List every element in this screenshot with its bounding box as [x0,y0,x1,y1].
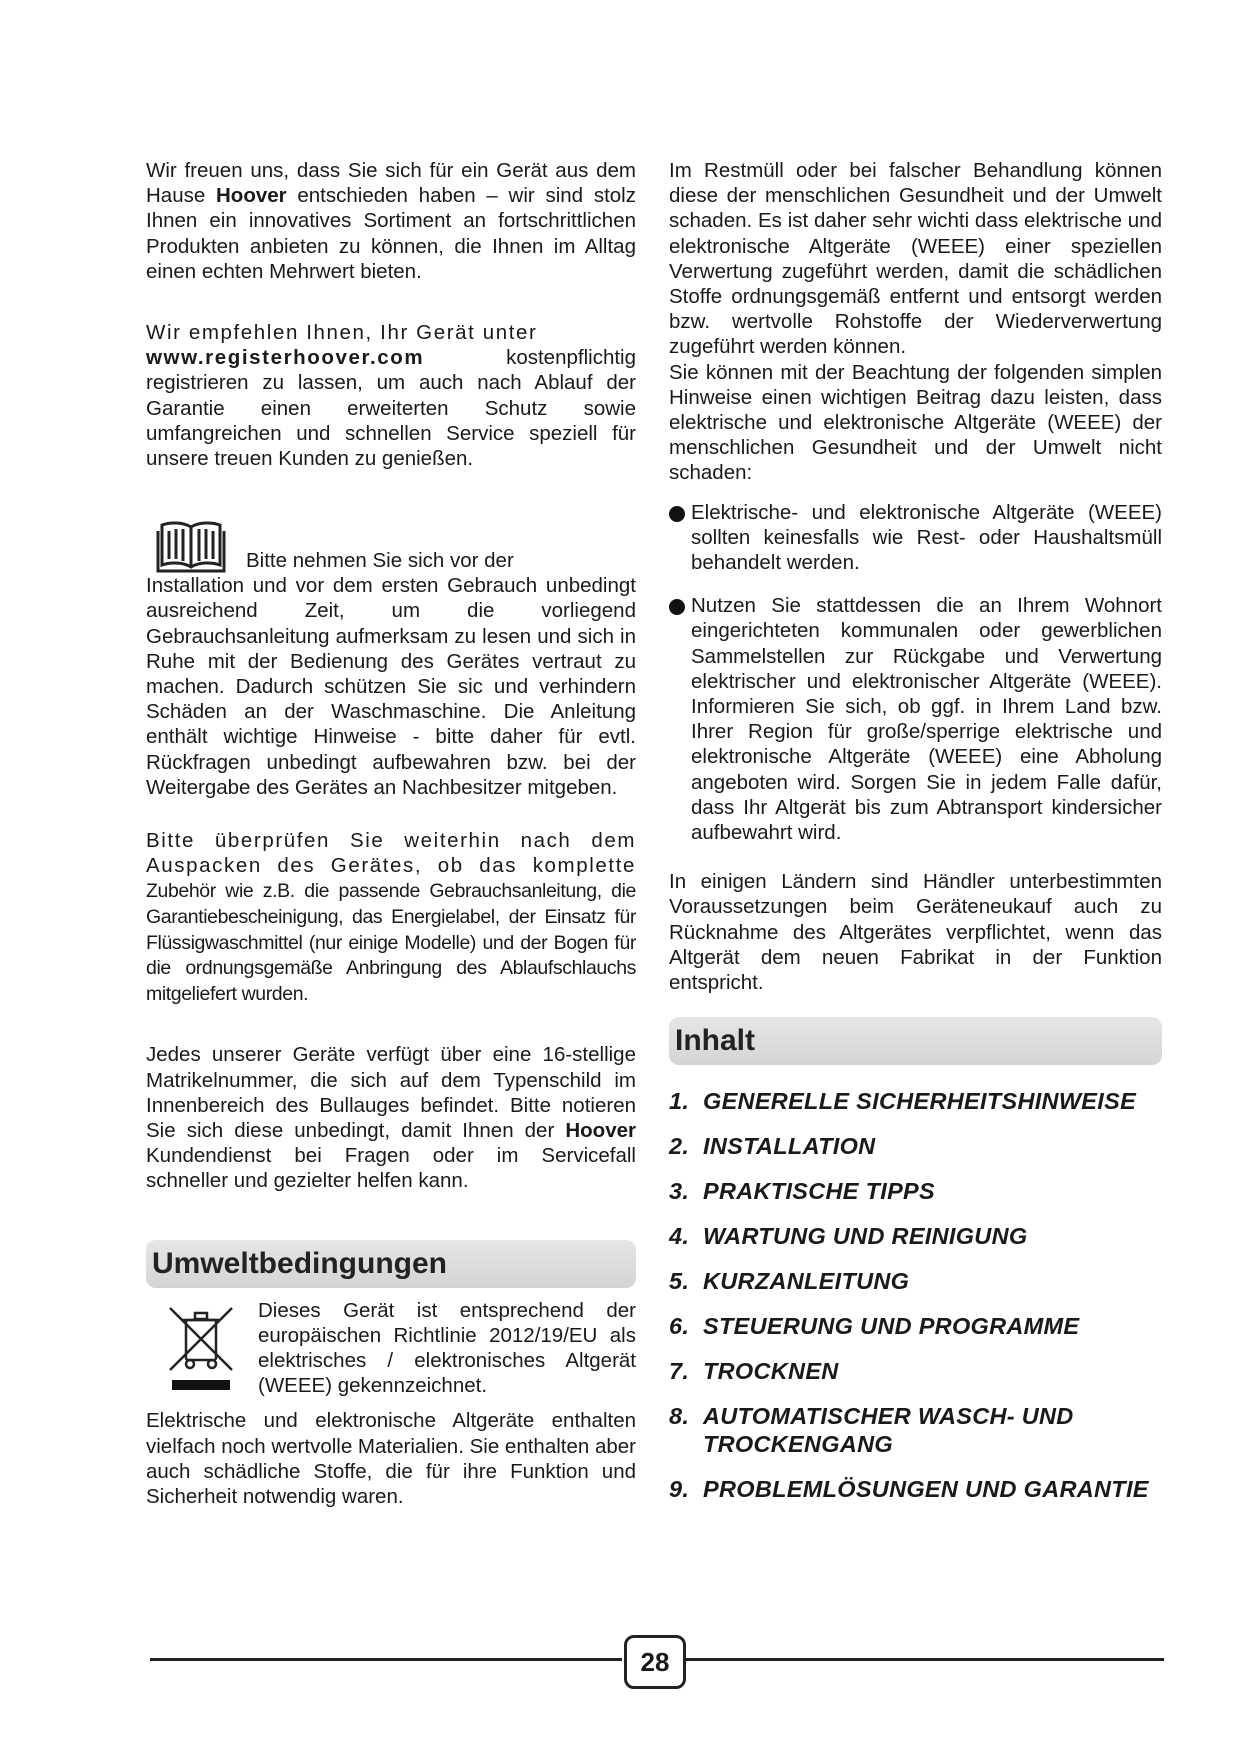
manual-notice: Bitte nehmen Sie sich vor der [146,519,636,573]
bullet-icon [669,506,685,522]
left-column [146,158,636,1509]
toc-item[interactable]: 7. TROCKNEN [669,1358,839,1385]
weee-notice [146,1298,636,1399]
toc-item[interactable]: 6. STEUERUNG UND PROGRAMME [669,1313,1080,1340]
intro-paragraph: Wir freuen uns, dass Sie sich für ein Gerät aus dem Hause Hoover entschieden haben – wir sind stolz Ihnen ein innovatives Sortiment an fortschrittlichen Produkten anbieten zu können, die Ihnen im Alltag einen echten Mehrwert bieten. [146,159,636,283]
section-title-environment: Umweltbedingungen [146,1240,636,1288]
weee-text: Dieses Gerät ist entsprechend der europäischen Richtlinie 2012/19/EU als elektrisches / elektronisches Altgerät (WEEE) gekennzeichnet. [258,1298,636,1398]
retailer-paragraph: In einigen Ländern sind Händler unterbestimmten Voraussetzungen beim Geräteneukauf auch zu Rücknahme des Altgerätes verpflichtet, wenn das Altgerät dem neuen Fabrikat in der Funktion entspricht. [669,870,1162,995]
toc-item[interactable]: 4. WARTUNG UND REINIGUNG [669,1223,1028,1250]
footer-rule-left [150,1658,622,1661]
toc-item[interactable]: 5. KURZANLEITUNG [669,1268,910,1295]
disposal-paragraph: Im Restmüll oder bei falscher Behandlung können diese der menschlichen Gesundheit und der Umwelt schaden. Es ist daher sehr wichti dass elektrische und elektronische Altgeräte (WEEE) einer speziellen Verwertung zugeführt werden, damit die schädlichen Stoffe ordnungsgemäß entfernt und entsorgt werden bzw. wertvolle Rohstoffe der Wiederverwertung zugeführt werden können. [669,159,1162,359]
crossed-out-bin-icon [166,1304,236,1392]
bullet-item: Elektrische- und elektronische Altgeräte (WEEE) sollten keinesfalls wie Rest- oder Haushaltsmüll behandelt werden. [669,500,1162,576]
toc-item[interactable]: 3. PRAKTISCHE TIPPS [669,1178,935,1205]
toc-item[interactable]: 9. PROBLEMLÖSUNGEN UND GARANTIE [669,1476,1149,1503]
materials-paragraph: Elektrische und elektronische Altgeräte enthalten vielfach noch wertvolle Materialien. Sie enthalten aber auch schädliche Stoffe, die für ihre Funktion und Sicherheit notwendig waren. [146,1409,636,1509]
open-book-icon [156,519,226,573]
contribution-paragraph: Sie können mit der Beachtung der folgenden simplen Hinweise einen wichtigen Beitrag dazu leisten, dass elektrische und elektronische Altgeräte (WEEE) der menschlichen Gesundheit und der Umwelt nicht schaden: [669,360,1162,485]
manual-paragraph: Installation und vor dem ersten Gebrauch unbedingt ausreichend Zeit, um die vorliegend Gebrauchsanleitung aufmerksam zu lesen und sich in Ruhe mit der Bedienung des Gerätes vertraut zu machen. Dadurch schützen Sie sic und verhindern Schäden an der Waschmaschine. Die Anleitung enthält wichtige Hinweise - bitte daher für evtl. Rückfragen unbedingt aufbewahren bzw. bei der Weitergabe des Gerätes an Nachbesitzer mitgeben. [146,574,636,799]
section-title-contents: Inhalt [669,1017,1162,1065]
toc-item[interactable]: 8. AUTOMATISCHER WASCH- UND TROCKENGANG [669,1403,1074,1458]
toc-item[interactable]: 2. INSTALLATION [669,1133,876,1160]
serial-number-paragraph: Jedes unserer Geräte verfügt über eine 16-stellige Matrikelnummer, die sich auf dem Typenschild im Innenbereich des Bullauges befindet. Bitte notieren Sie sich diese unbedingt, damit Ihnen der Hoover Kundendienst bei Fragen oder im Servicefall schneller und gezielter helfen kann. [146,1043,636,1193]
table-of-contents [669,1087,1162,1503]
bullet-item: Nutzen Sie stattdessen die an Ihrem Wohnort eingerichteten kommunalen oder gewerblichen Sammelstellen zur Rückgabe und Verwertung elektrischer und elektronischer Altgeräte (WEEE). Informieren Sie sich, ob ggf. in Ihrem Land bzw. Ihrer Region für große/sperrige elektrische und elektronische Altgeräte (WEEE) eine Abholung angeboten wird. Sorgen Sie in jedem Falle dafür, dass Ihr Altgerät bis zum Abtransport kindersicher aufbewahrt wird. [669,593,1162,845]
toc-item[interactable]: 1. GENERELLE SICHERHEITSHINWEISE [669,1088,1137,1115]
page-number: 28 [624,1635,686,1689]
footer-rule-right [686,1658,1164,1661]
accessories-paragraph: Bitte überprüfen Sie weiterhin nach dem Auspacken des Gerätes, ob das komplette Zubehör wie z.B. die passende Gebrauchsanleitung, die Garantiebescheinigung, das Energielabel, der Einsatz für Flüssigwaschmittel (nur einige Modelle) und der Bogen für die ordnungsgemäße Anbringung des Ablaufschlauchs mitgeliefert wurden. [146,829,636,1005]
right-column [669,158,1162,1520]
bullet-icon [669,599,685,615]
registration-link[interactable]: www.registerhoover.com [146,346,425,370]
registration-paragraph: Wir empfehlen Ihnen, Ihr Gerät unter www.registerhoover.com kostenpflichtig registrieren zu lassen, um auch nach Ablauf der Garantie einen erweiterten Schutz sowie umfangreichen und schnellen Service speziell für unsere treuen Kunden zu genießen. [146,321,636,471]
